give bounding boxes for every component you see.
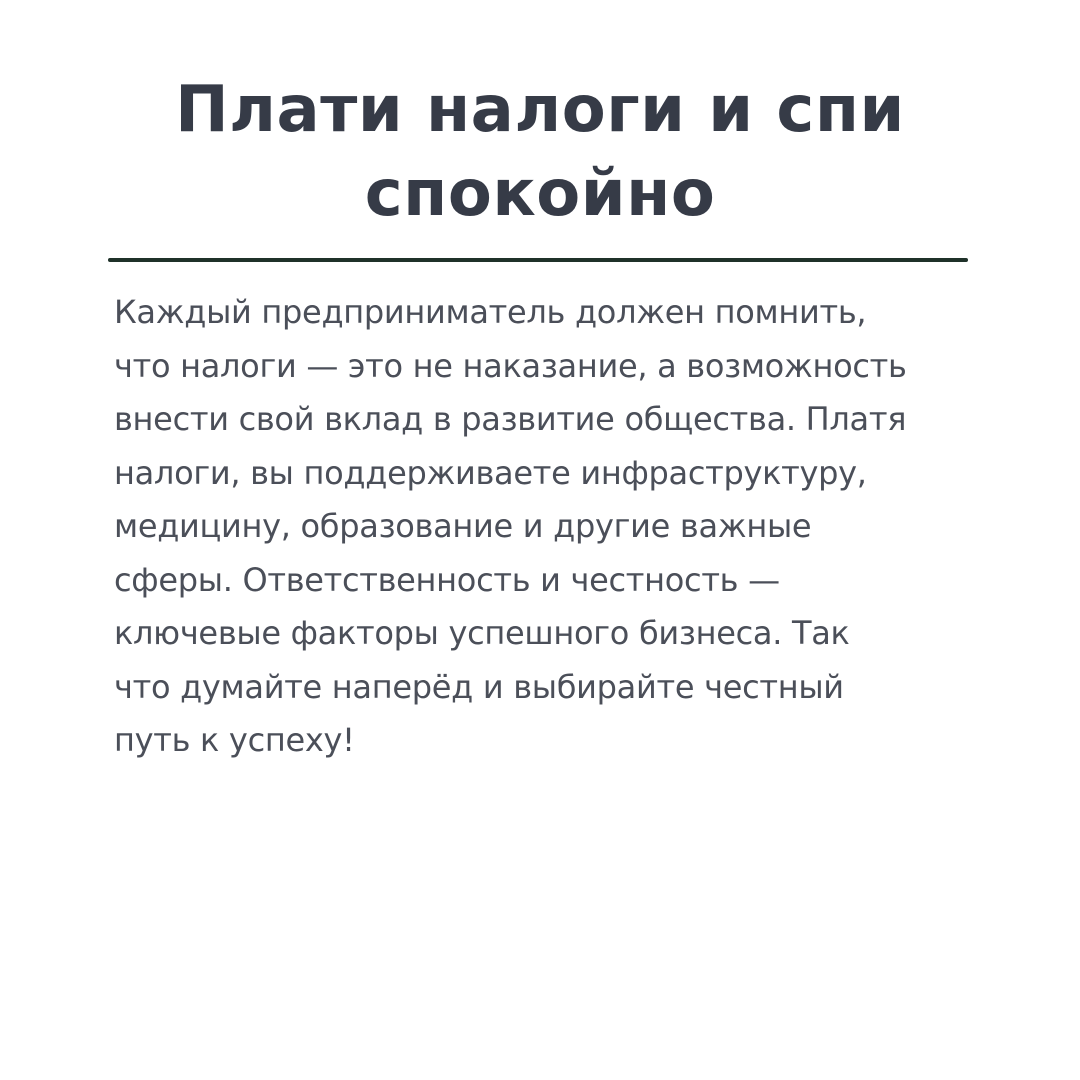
paragraph-line-2: что налоги — это не наказание, а возможность: [114, 346, 907, 385]
body-paragraph: [114, 286, 1014, 768]
title-line-2: спокойно: [364, 157, 716, 231]
paragraph-line-1: Каждый предприниматель должен помнить,: [114, 293, 867, 331]
paragraph-line-9: путь к успеху!: [114, 721, 355, 759]
paragraph-line-7: ключевые факторы успешного бизнеса. Так: [114, 614, 850, 652]
paragraph-line-3: внести свой вклад в развитие общества. Платя: [114, 400, 907, 438]
paragraph-line-6: сферы. Ответственность и честность —: [114, 560, 780, 599]
paragraph-line-4: налоги, вы поддерживаете инфраструктуру,: [114, 453, 867, 492]
title-divider: [108, 258, 968, 262]
paragraph-line-5: медицину, образование и другие важные: [114, 507, 812, 545]
title-line-1: Плати налоги и спи: [175, 73, 905, 147]
paragraph-line-8: что думайте наперёд и выбирайте честный: [114, 667, 844, 706]
page-title: [60, 68, 1020, 236]
